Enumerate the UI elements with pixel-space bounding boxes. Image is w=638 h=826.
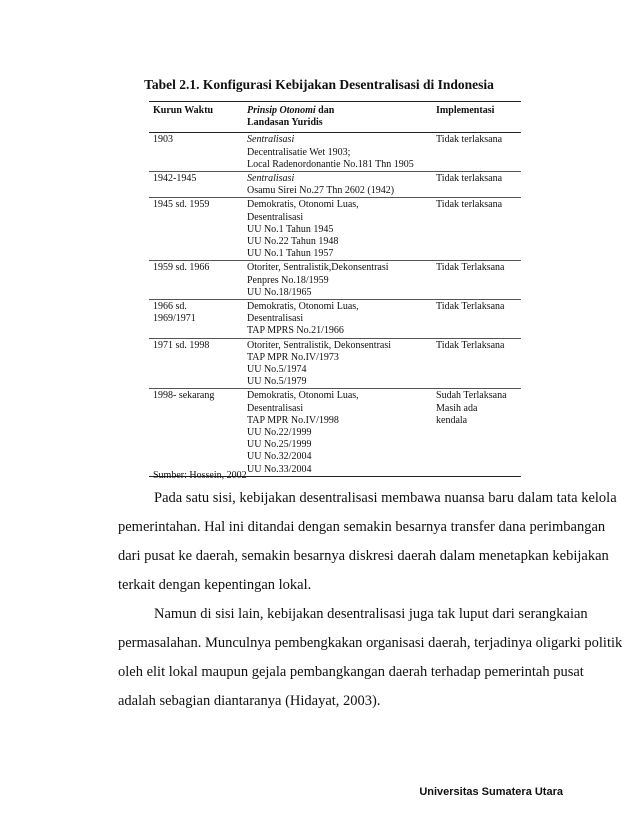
paragraph-line: Namun di sisi lain, kebijakan desentralisasi juga tak luput dari serangkaian: [154, 606, 588, 622]
table-row: [149, 198, 521, 261]
table-row: [149, 133, 521, 172]
implementation-line: Tidak Terlaksana: [436, 301, 505, 313]
principle-line: UU No.25/1999: [247, 439, 312, 451]
period-line: 1959 sd. 1966: [153, 262, 210, 274]
principle-line: UU No.33/2004: [247, 463, 312, 475]
principle-line: UU No.1 Tahun 1945: [247, 223, 334, 235]
cell-principle: [243, 300, 432, 339]
period-line: 1969/1971: [153, 313, 196, 325]
principle-line: UU No.22 Tahun 1948: [247, 236, 339, 248]
paragraph-line: adalah sebagian diantaranya (Hidayat, 2003).: [118, 693, 381, 709]
principle-line: Desentralisasi: [247, 402, 304, 414]
cell-principle: [243, 172, 432, 198]
principle-line: UU No.18/1965: [247, 286, 312, 298]
cell-principle: [243, 133, 432, 172]
table-row: [149, 172, 521, 198]
cell-principle: [243, 198, 432, 261]
table-header-row: [149, 102, 521, 133]
principle-line: UU No.1 Tahun 1957: [247, 248, 334, 260]
principle-line: Desentralisasi: [247, 313, 304, 325]
cell-period: [149, 133, 243, 172]
principle-line: TAP MPRS No.21/1966: [247, 325, 344, 337]
period-line: 1942-1945: [153, 173, 197, 185]
cell-implementation: [432, 300, 521, 339]
period-line: 1998- sekarang: [153, 390, 215, 402]
principle-line: Desentralisasi: [247, 211, 304, 223]
cell-period: [149, 261, 243, 300]
implementation-line: kendala: [436, 414, 468, 426]
header-principle-italic: Prinsip Otonomi: [247, 105, 316, 116]
paragraph-1: [118, 484, 617, 600]
principle-line: UU No.5/1979: [247, 376, 307, 388]
implementation-line: Sudah Terlaksana: [436, 390, 507, 402]
cell-implementation: [432, 338, 521, 389]
principle-line: TAP MPR No.IV/1973: [247, 351, 339, 363]
table-caption: Tabel 2.1. Konfigurasi Kebijakan Desentralisasi di Indonesia: [144, 77, 494, 92]
principle-line: Sentralisasi: [247, 134, 295, 146]
cell-period: [149, 300, 243, 339]
table-row: [149, 300, 521, 339]
principle-line: Demokratis, Otonomi Luas,: [247, 390, 359, 402]
paragraph-line: terkait dengan kepentingan lokal.: [118, 577, 312, 593]
cell-implementation: [432, 261, 521, 300]
principle-line: Sentralisasi: [247, 173, 295, 185]
principle-line: Decentralisatie Wet 1903;: [247, 146, 351, 158]
cell-period: [149, 338, 243, 389]
cell-period: [149, 172, 243, 198]
implementation-line: Tidak terlaksana: [436, 134, 503, 146]
implementation-line: Masih ada: [436, 402, 478, 414]
header-principle: [243, 102, 432, 133]
cell-principle: [243, 338, 432, 389]
table-row: [149, 338, 521, 389]
implementation-line: Tidak Terlaksana: [436, 339, 505, 351]
principle-line: Local Radenordonantie No.181 Thn 1905: [247, 158, 414, 170]
principle-line: Osamu Sirei No.27 Thn 2602 (1942): [247, 185, 395, 197]
cell-implementation: [432, 172, 521, 198]
cell-principle: [243, 389, 432, 476]
cell-implementation: [432, 133, 521, 172]
period-line: 1945 sd. 1959: [153, 199, 210, 211]
header-period: Kurun Waktu: [149, 102, 243, 133]
period-line: 1903: [153, 134, 173, 146]
principle-line: UU No.32/2004: [247, 451, 312, 463]
implementation-line: Tidak terlaksana: [436, 199, 503, 211]
paragraph-line: permasalahan. Munculnya pembengkakan organisasi daerah, terjadinya oligarki politik: [118, 635, 623, 651]
paragraph-line: Pada satu sisi, kebijakan desentralisasi membawa nuansa baru dalam tata kelola: [154, 490, 617, 506]
principle-line: UU No.5/1974: [247, 364, 307, 376]
decentralization-table: [149, 101, 521, 477]
period-line: 1971 sd. 1998: [153, 339, 210, 351]
header-principle-rest: dan: [315, 105, 335, 116]
cell-period: [149, 198, 243, 261]
paragraph-line: oleh elit lokal maupun gejala pembangkangan daerah terhadap pemerintah pusat: [118, 664, 584, 680]
cell-period: [149, 389, 243, 476]
principle-line: TAP MPR No.IV/1998: [247, 414, 339, 426]
principle-line: Otoriter, Sentralistik, Dekonsentrasi: [247, 339, 392, 351]
cell-implementation: [432, 198, 521, 261]
table-row: [149, 261, 521, 300]
implementation-line: Tidak Terlaksana: [436, 262, 505, 274]
table-row: [149, 389, 521, 476]
footer-university: Universitas Sumatera Utara: [419, 786, 563, 798]
header-implementation: Implementasi: [432, 102, 521, 133]
period-line: 1966 sd.: [153, 301, 187, 313]
principle-line: Demokratis, Otonomi Luas,: [247, 301, 359, 313]
implementation-line: Tidak terlaksana: [436, 173, 503, 185]
principle-line: Otoriter, Sentralistik,Dekonsentrasi: [247, 262, 389, 274]
table-body: [149, 133, 521, 476]
cell-principle: [243, 261, 432, 300]
paragraph-2: [118, 600, 623, 716]
principle-line: Penpres No.18/1959: [247, 274, 329, 286]
paragraph-line: dari pusat ke daerah, semakin besarnya diskresi daerah dalam menetapkan kebijakan: [118, 548, 609, 564]
principle-line: UU No.22/1999: [247, 427, 312, 439]
paragraph-line: pemerintahan. Hal ini ditandai dengan semakin besarnya transfer dana perimbangan: [118, 519, 606, 535]
cell-implementation: [432, 389, 521, 476]
header-principle-line2: Landasan Yuridis: [247, 117, 323, 129]
principle-line: Demokratis, Otonomi Luas,: [247, 199, 359, 211]
table-source: Sumber: Hossein, 2002: [153, 470, 247, 481]
